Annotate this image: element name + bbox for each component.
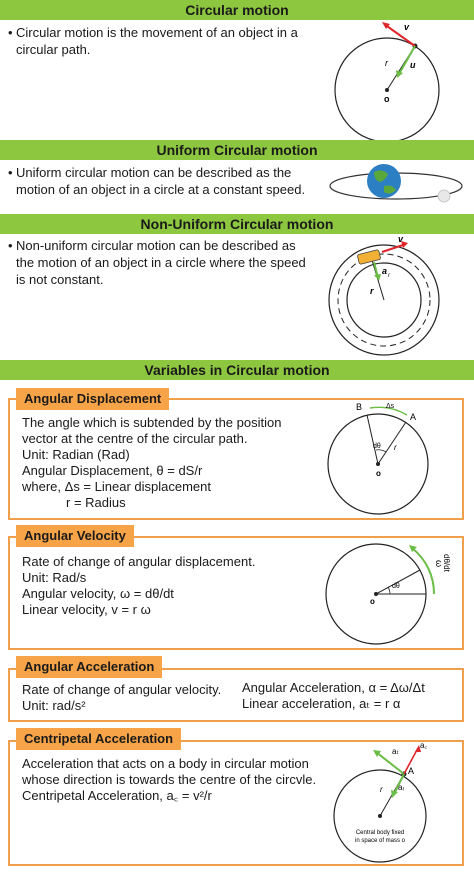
caption-line-1: Central body fixed <box>355 830 405 836</box>
acceleration-left-line-2: Unit: rad/s² <box>22 698 86 713</box>
label-u: u <box>410 60 416 70</box>
acceleration-right-line-2: Linear acceleration, aₜ = r α <box>242 696 401 711</box>
car-icon <box>357 249 381 264</box>
label-r: r <box>385 58 388 68</box>
label-dtheta-dt: dθ/dt <box>442 554 451 572</box>
label-ac: a꜀ <box>420 741 428 750</box>
label-A: A <box>408 766 415 776</box>
tag-angular-acceleration: Angular Acceleration <box>16 656 162 678</box>
tag-centripetal-acceleration: Centripetal Acceleration <box>16 728 181 750</box>
center-point <box>385 88 389 92</box>
label-dtheta: dθ <box>373 443 381 450</box>
tag-angular-velocity: Angular Velocity <box>16 525 134 547</box>
earth-icon <box>367 164 401 198</box>
velocity-line-1: Rate of change of angular displacement. <box>22 554 256 569</box>
centripetal-line-2: whose direction is towards the centre of the circvle. <box>22 772 317 787</box>
caption-line-2: in space of mass o <box>354 838 406 844</box>
label-r: r <box>394 443 397 452</box>
tag-angular-displacement: Angular Displacement <box>16 388 169 410</box>
acceleration-left-text <box>22 682 221 714</box>
label-at: aₜ <box>392 747 399 756</box>
label-v: v <box>398 234 404 244</box>
nonuniform-line-1: Non-uniform circular motion can be described as <box>16 238 296 253</box>
centripetal-line-1: Acceleration that acts on a body in circular motion <box>22 756 309 771</box>
uniform-orbit-diagram <box>326 160 466 210</box>
acceleration-right-text <box>242 680 425 712</box>
centripetal-text <box>22 756 316 804</box>
displacement-line-2: vector at the centre of the circular path. <box>22 431 248 446</box>
nonuniform-line-3: is not constant. <box>16 272 104 287</box>
label-A: A <box>410 412 417 422</box>
label-dtheta: dθ <box>392 583 400 590</box>
section-header-uniform: Uniform Circular motion <box>0 140 474 160</box>
label-ar: a <box>382 266 388 276</box>
acceleration-left-line-1: Rate of change of angular velocity. <box>22 682 222 697</box>
radius-a <box>378 422 406 464</box>
circular-motion-diagram <box>330 22 450 132</box>
velocity-line-3: Angular velocity, ω = dθ/dt <box>22 586 174 601</box>
nonuniform-track-diagram <box>328 234 448 358</box>
uniform-line-1: Uniform circular motion can be described as the <box>16 165 292 180</box>
center-point <box>378 814 382 818</box>
section-header-nonuniform: Non-Uniform Circular motion <box>0 214 474 234</box>
radius-b <box>367 415 378 464</box>
radial-accel-arrowhead <box>391 790 398 798</box>
nonuniform-description: • Non-uniform circular motion can be described as the motion of an object in a circle where the speed is not constant. <box>8 238 306 287</box>
velocity-line-2: Unit: Rad/s <box>22 570 87 585</box>
label-ar: aᵣ <box>398 783 405 792</box>
label-o: o <box>376 469 381 478</box>
displacement-line-1: The angle which is subtended by the position <box>22 415 282 430</box>
acceleration-right-line-1: Angular Acceleration, α = Δω/Δt <box>242 680 425 695</box>
centripetal-diagram <box>320 740 450 864</box>
center-point <box>376 462 380 466</box>
uniform-line-2: motion of an object in a circle at a constant speed. <box>16 182 306 197</box>
section-header-circular-motion: Circular motion <box>0 0 474 20</box>
label-o: o <box>384 94 390 104</box>
label-r: r <box>380 785 383 794</box>
nonuniform-line-2: the motion of an object in a circle where the speed <box>16 255 306 270</box>
label-o: o <box>370 597 375 606</box>
velocity-text <box>22 554 255 618</box>
displacement-line-4: Angular Displacement, θ = dS/r <box>22 463 203 478</box>
angle-arc <box>388 587 390 594</box>
moon-icon <box>438 190 450 202</box>
label-r: r <box>370 286 374 296</box>
displacement-text <box>22 415 281 511</box>
center-point <box>374 592 378 596</box>
section-header-variables: Variables in Circular motion <box>0 360 474 380</box>
circular-line-1: Circular motion is the movement of an object in a <box>16 25 298 40</box>
omega-arc <box>412 548 434 594</box>
label-ar-sub: r <box>388 273 390 279</box>
radius-angled <box>376 570 420 594</box>
centripetal-line-3: Centripetal Acceleration, a꜀ = v²/r <box>22 788 212 803</box>
velocity-arrow <box>384 24 415 46</box>
displacement-line-3: Unit: Radian (Rad) <box>22 447 130 462</box>
velocity-diagram <box>320 538 450 648</box>
displacement-line-5: where, Δs = Linear displacement <box>22 479 211 494</box>
displacement-line-6: r = Radius <box>66 495 126 510</box>
uniform-description: • Uniform circular motion can be described as the motion of an object in a circle at a constant speed. <box>8 165 306 197</box>
label-omega: ω <box>434 560 444 568</box>
label-B: B <box>356 402 363 412</box>
circular-motion-description: • Circular motion is the movement of an object in a circular path. <box>8 25 298 57</box>
velocity-line-4: Linear velocity, v = r ω <box>22 602 151 617</box>
label-ds: Δs <box>386 403 395 410</box>
circular-line-2: circular path. <box>16 42 91 57</box>
angle-arc <box>376 450 386 452</box>
displacement-diagram <box>320 402 440 512</box>
label-v: v <box>404 22 410 32</box>
